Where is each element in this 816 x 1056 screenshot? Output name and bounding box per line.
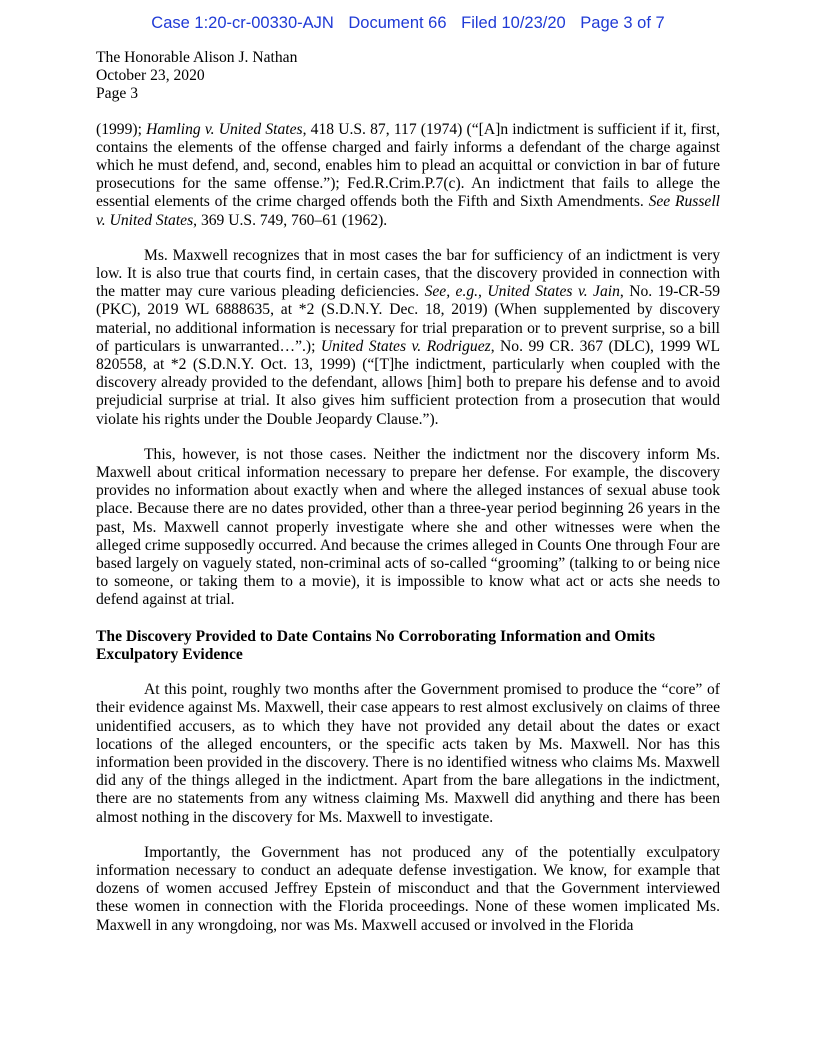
citation-text: United States v. Rodriguez	[320, 337, 491, 355]
body-text: At this point, roughly two months after the Government promised to produce the “core” of their evidence against Ms. Maxwell, their case appears to rest almost exclusively on claims of three unidentified accusers, as to which they have not provided any detail about the dates or exact locations of the alleged encounters, or the specific acts taken by Ms. Maxwell. Nor has this information been provided in the discovery. There is no identified witness who claims Ms. Maxwell did any of the things alleged in the indictment. Apart from the bare allegations in the indictment, there are no statements from any witness claiming Ms. Maxwell did anything and there has been almost nothing in the discovery for Ms. Maxwell to investigate.	[96, 681, 720, 826]
letter-page-number: Page 3	[96, 85, 139, 103]
citation-text: See, e.g., United States v. Jain	[424, 283, 620, 301]
addressee: The Honorable Alison J. Nathan	[96, 49, 298, 66]
document-number: Document 66	[348, 14, 447, 32]
paragraph-2	[96, 247, 720, 429]
paragraph-3	[96, 446, 720, 610]
paragraph-4	[96, 681, 720, 827]
case-filing-stamp	[0, 14, 816, 33]
paragraph-1	[96, 121, 720, 230]
body-text: , No. 19-CR-59 (PKC), 2019 WL 6888635, at *2 (S.D.N.Y. Dec. 18, 2019) (When supplemented by discovery material, no additional information is necessary for trial preparation or to prevent surprise, so a bill of particulars is unwarranted…”.);	[96, 283, 720, 355]
body-text: This, however, is not those cases. Neither the indictment nor the discovery inform Ms. Maxwell about critical information necessary to prepare her defense. For example, the discovery provides no information about exactly when and where the alleged instances of sexual abuse took place. Because there are no dates provided, other than a three-year period beginning 26 years in the past, Ms. Maxwell cannot properly investigate where she and other witnesses were when the alleged crime supposedly occurred. And because the crimes alleged in Counts One through Four are based largely on vaguely stated, non-criminal acts of so-called “grooming” (talking to or being nice to someone, or taking them to a movie), it is impossible to know what act or acts she needs to defend against at trial.	[96, 445, 720, 609]
paragraph-5	[96, 844, 720, 935]
body-text: Importantly, the Government has not produced any of the potentially exculpatory information necessary to conduct an adequate defense investigation. We know, for example that dozens of women accused Jeffrey Epstein of misconduct and that the Government interviewed these women in connection with the Florida proceedings. None of these women implicated Ms. Maxwell in any wrongdoing, nor was Ms. Maxwell accused or involved in the Florida	[96, 843, 720, 934]
citation-text: Hamling v. United States	[146, 120, 303, 138]
page-indicator: Page 3 of 7	[580, 14, 665, 32]
body-text: , 418 U.S. 87, 117 (1974) (“[A]n indictment is sufficient if it, first, contains the elements of the offense charged and fairly informs a defendant of the charge against which he must defend, and, second, enables him to plead an acquittal or conviction in bar of future prosecutions for the same offense.”); Fed.R.Crim.P.7(c). An indictment that fails to allege the essential elements of the crime charged offends both the Fifth and Sixth Amendments.	[96, 120, 721, 211]
body-text: , No. 99 CR. 367 (DLC), 1999 WL 820558, at *2 (S.D.N.Y. Oct. 13, 1999) (“[T]he indictment, particularly when coupled with the discovery already provided to the defendant, allows [him] both to prepare his defense and to avoid prejudicial surprise at trial. It also gives him sufficient protection from a prosecution that would violate his rights under the Double Jeopardy Clause.”).	[96, 337, 720, 428]
case-number: Case 1:20-cr-00330-AJN	[151, 14, 334, 32]
section-heading: The Discovery Provided to Date Contains No Corroborating Information and Omits Exculpatory Evidence	[96, 627, 656, 663]
citation-text: See Russell v. United States	[96, 193, 721, 229]
letter-body	[96, 49, 720, 935]
letter-header	[96, 49, 720, 104]
filed-date: Filed 10/23/20	[461, 14, 566, 32]
body-text: , 369 U.S. 749, 760–61 (1962).	[193, 211, 388, 229]
letter-date: October 23, 2020	[96, 67, 205, 85]
body-text: Ms. Maxwell recognizes that in most cases the bar for sufficiency of an indictment is very low. It is also true that courts find, in certain cases, that the discovery provided in connection with the matter may cure various pleading deficiencies.	[96, 246, 720, 301]
body-text: (1999);	[96, 120, 147, 138]
